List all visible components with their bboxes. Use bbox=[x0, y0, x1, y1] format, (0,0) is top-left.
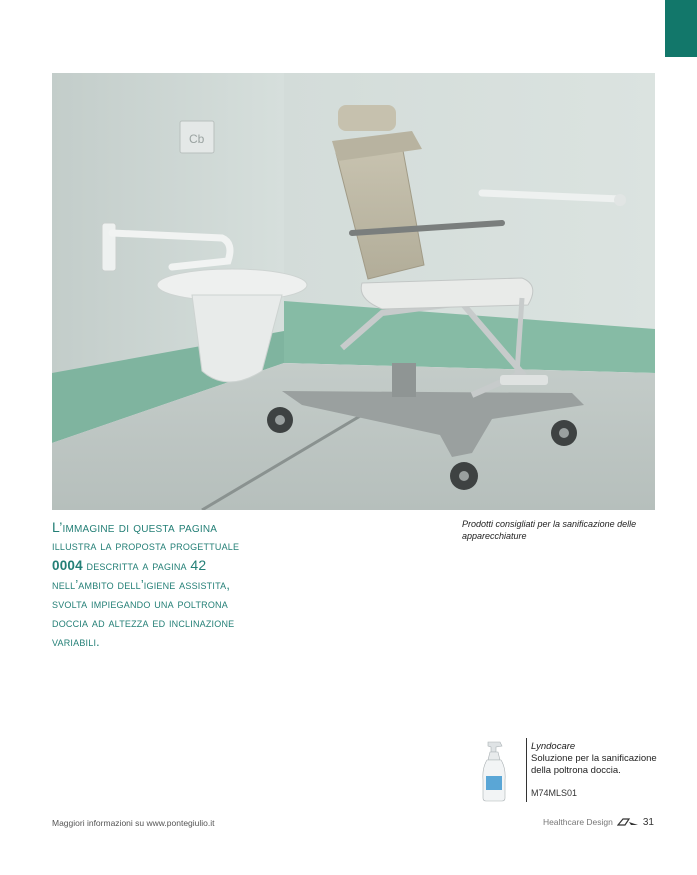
page-reference: 42 bbox=[190, 557, 207, 573]
footer-info-link[interactable]: Maggiori informazioni su www.pontegiulio.it bbox=[52, 818, 215, 828]
product-brand: Lyndocare bbox=[531, 741, 576, 752]
corner-tab bbox=[665, 0, 697, 57]
product-description: Soluzione per la sanificazione della poltrona doccia. bbox=[531, 753, 657, 776]
project-code: 0004 bbox=[52, 558, 83, 573]
caption-line-2: illustra la proposta progettuale bbox=[52, 539, 240, 553]
bathroom-photo bbox=[52, 73, 655, 510]
caption-line-3 bbox=[52, 556, 292, 576]
caption-line-7: variabili. bbox=[52, 635, 100, 649]
footer-section: Healthcare Design bbox=[542, 817, 613, 827]
flush-plate bbox=[180, 121, 214, 153]
product-divider bbox=[526, 738, 527, 802]
photo-caption bbox=[52, 518, 292, 652]
page-number: 31 bbox=[642, 816, 654, 828]
caption-line-6: doccia ad altezza ed inclinazione bbox=[52, 616, 235, 630]
svg-text:Cb: Cb bbox=[189, 132, 205, 146]
spray-bottle-icon bbox=[480, 740, 510, 802]
caption-line-3-text: descritta a pagina bbox=[82, 559, 191, 573]
recommended-products-title: Prodotti consigliati per la sanificazione delle apparecchiature bbox=[462, 519, 637, 541]
product-code: M74MLS01 bbox=[531, 788, 578, 798]
caption-line-5: svolta impiegando una poltrona bbox=[52, 597, 228, 611]
pontegiulio-logo-icon bbox=[617, 816, 639, 828]
product-card bbox=[478, 738, 668, 802]
footer-page-info bbox=[543, 816, 654, 828]
caption-line-4: nell’ambito dell’igiene assistita, bbox=[52, 578, 230, 592]
caption-line-1: L’immagine di questa pagina bbox=[52, 519, 218, 535]
